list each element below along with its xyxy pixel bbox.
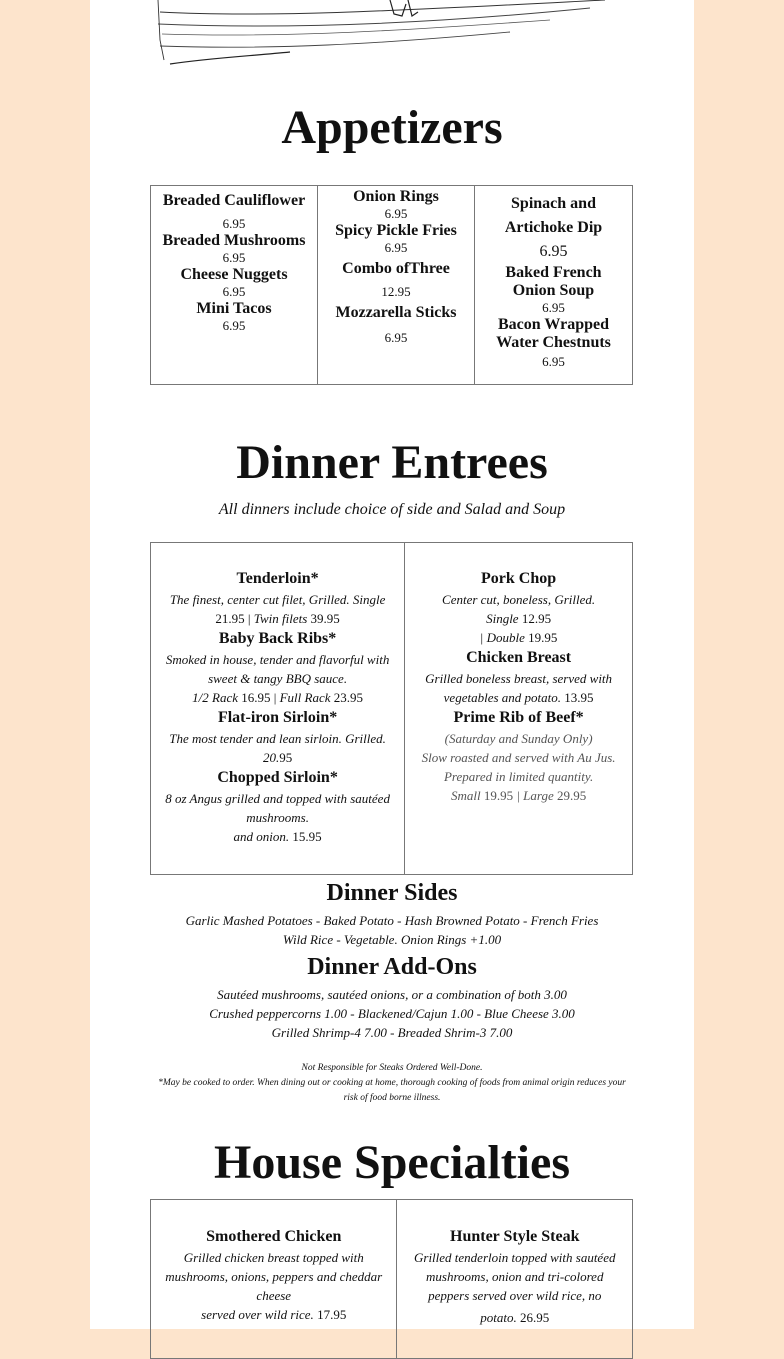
dinner-col-right	[405, 543, 633, 875]
menu-item-name: Mozzarella Sticks	[335, 304, 457, 321]
menu-item-price: 6.95	[542, 354, 565, 369]
menu-item-description: Grilled chicken breast topped with mushrooms, onions, peppers and cheddar cheese	[165, 1250, 383, 1303]
menu-item-name: Baked French Onion Soup	[505, 264, 602, 299]
menu-item-price-cents: 95	[279, 750, 293, 765]
menu-item-description: Slow roasted and served with Au Jus. Prepared in limited quantity.	[421, 750, 616, 784]
house-col-left	[151, 1200, 397, 1359]
menu-item-price: 6.95	[222, 318, 246, 333]
menu-item-name: Spicy Pickle Fries	[335, 222, 457, 239]
menu-item-name: Combo ofThree	[342, 260, 450, 277]
menu-item-name: Chopped Sirloin*	[217, 769, 338, 786]
menu-item-price: 13.95	[564, 690, 594, 705]
menu-item-price: 21.95	[215, 611, 245, 626]
appetizers-col-2	[318, 186, 475, 385]
menu-item-note: (Saturday and Sunday Only)	[444, 731, 593, 746]
addons-line-1: Sautéed mushrooms, sautéed onions, or a combination of both 3.00	[217, 987, 567, 1002]
appetizers-table	[150, 185, 633, 385]
menu-item-price: 6.95	[539, 243, 568, 260]
menu-item-name: Bacon Wrapped Water Chestnuts	[496, 316, 611, 351]
menu-item-description: served over wild rice.	[201, 1307, 314, 1322]
appetizers-heading: Appetizers	[281, 101, 503, 154]
menu-item-price: 23.95	[333, 690, 364, 705]
menu-item-price: 6.95	[222, 284, 246, 299]
menu-item-price: 19.95	[483, 788, 514, 803]
menu-page	[90, 0, 694, 1329]
menu-item-option: Small	[450, 788, 481, 803]
menu-item-description: Smoked in house, tender and flavorful with sweet & tangy BBQ sauce.	[165, 652, 390, 686]
menu-item-price: 6.95	[384, 330, 408, 345]
appetizers-col-1	[151, 186, 318, 385]
dinner-entrees-table	[150, 542, 633, 875]
menu-item-name: Chicken Breast	[466, 649, 572, 666]
menu-item-price: 26.95	[519, 1310, 550, 1325]
dinner-entrees-heading: Dinner Entrees	[236, 436, 548, 489]
menu-item-name: Cheese Nuggets	[180, 266, 288, 283]
menu-item-name: Baby Back Ribs*	[218, 630, 337, 647]
dinner-col-left	[151, 543, 405, 875]
menu-item-name: Tenderloin*	[236, 570, 319, 587]
menu-item-name: Prime Rib of Beef*	[453, 709, 584, 726]
addons-line-3: Grilled Shrimp-4 7.00 - Breaded Shrim-3 7.00	[271, 1025, 513, 1040]
menu-item-name: Breaded Mushrooms	[162, 232, 306, 249]
menu-item-name: Spinach and Artichoke Dip	[504, 195, 603, 236]
boat-sketch-illustration	[150, 0, 620, 72]
menu-item-price: 19.95	[528, 630, 558, 645]
menu-item-price: 39.95	[310, 611, 340, 626]
menu-item-description: potato.	[480, 1310, 517, 1325]
menu-item-price: 6.95	[222, 216, 246, 231]
price-separator: |	[270, 690, 280, 705]
menu-item-name: Onion Rings	[353, 188, 439, 205]
menu-item-name: Mini Tacos	[196, 300, 272, 317]
menu-item-price: 29.95	[556, 788, 587, 803]
menu-item-name: Breaded Cauliflower	[162, 192, 306, 209]
menu-item-option: | Double	[479, 630, 525, 645]
sides-line-2: Wild Rice - Vegetable. Onion Rings +1.00	[282, 932, 502, 947]
menu-item-description: The most tender and lean sirloin. Grilled.	[169, 731, 386, 746]
menu-item-price: 6.95	[542, 300, 565, 315]
menu-item-price: 16.95	[241, 690, 271, 705]
menu-item-name: Smothered Chicken	[206, 1228, 342, 1245]
menu-item-description: Center cut, boneless, Grilled. Single	[442, 592, 596, 626]
menu-item-description: 8 oz Angus grilled and topped with sautéed mushrooms.	[165, 791, 390, 825]
menu-item-description: Grilled boneless breast, served with vegetables and potato.	[425, 671, 613, 705]
menu-item-description: Grilled tenderloin topped with sautéed mushrooms, onion and tri-colored peppers served over wild rice, no	[414, 1250, 616, 1303]
menu-item-price: 20.	[262, 750, 280, 765]
menu-item-price: 15.95	[292, 829, 322, 844]
menu-item-description: The finest, center cut filet, Grilled. Single	[169, 592, 386, 607]
price-separator: |	[244, 611, 254, 626]
house-col-right	[397, 1200, 633, 1359]
menu-item-description: and onion.	[233, 829, 290, 844]
menu-item-price: 6.95	[384, 206, 408, 221]
menu-item-price: 12.95	[381, 284, 411, 299]
menu-item-price: 17.95	[317, 1307, 347, 1322]
menu-item-option: | Large	[516, 788, 554, 803]
menu-item-name: Flat-iron Sirloin*	[217, 709, 338, 726]
menu-item-name: Hunter Style Steak	[450, 1228, 580, 1245]
menu-item-price: 6.95	[384, 240, 408, 255]
menu-item-option: 1/2 Rack	[192, 690, 242, 705]
disclaimer-line-1: Not Responsible for Steaks Ordered Well-Done.	[301, 1063, 483, 1073]
house-specialties-table	[150, 1199, 633, 1359]
dinner-sides-heading: Dinner Sides	[326, 880, 458, 906]
menu-item-option: Full Rack	[279, 690, 331, 705]
disclaimer-line-2: *May be cooked to order. When dining out or cooking at home, thorough cooking of foods from animal origin reduces your risk of food borne illness.	[158, 1078, 626, 1103]
menu-item-option: Twin filets	[253, 611, 308, 626]
menu-item-name: Pork Chop	[481, 570, 557, 587]
menu-item-price: 6.95	[222, 250, 246, 265]
addons-line-2: Crushed peppercorns 1.00 - Blackened/Cajun 1.00 - Blue Cheese 3.00	[209, 1006, 575, 1021]
house-specialties-heading: House Specialties	[214, 1136, 570, 1189]
appetizers-col-3	[475, 186, 633, 385]
dinner-addons-heading: Dinner Add-Ons	[307, 954, 477, 980]
dinner-subtitle: All dinners include choice of side and Salad and Soup	[218, 501, 566, 518]
menu-item-price: 12.95	[521, 611, 552, 626]
sides-line-1: Garlic Mashed Potatoes - Baked Potato - Hash Browned Potato - French Fries	[185, 913, 599, 928]
